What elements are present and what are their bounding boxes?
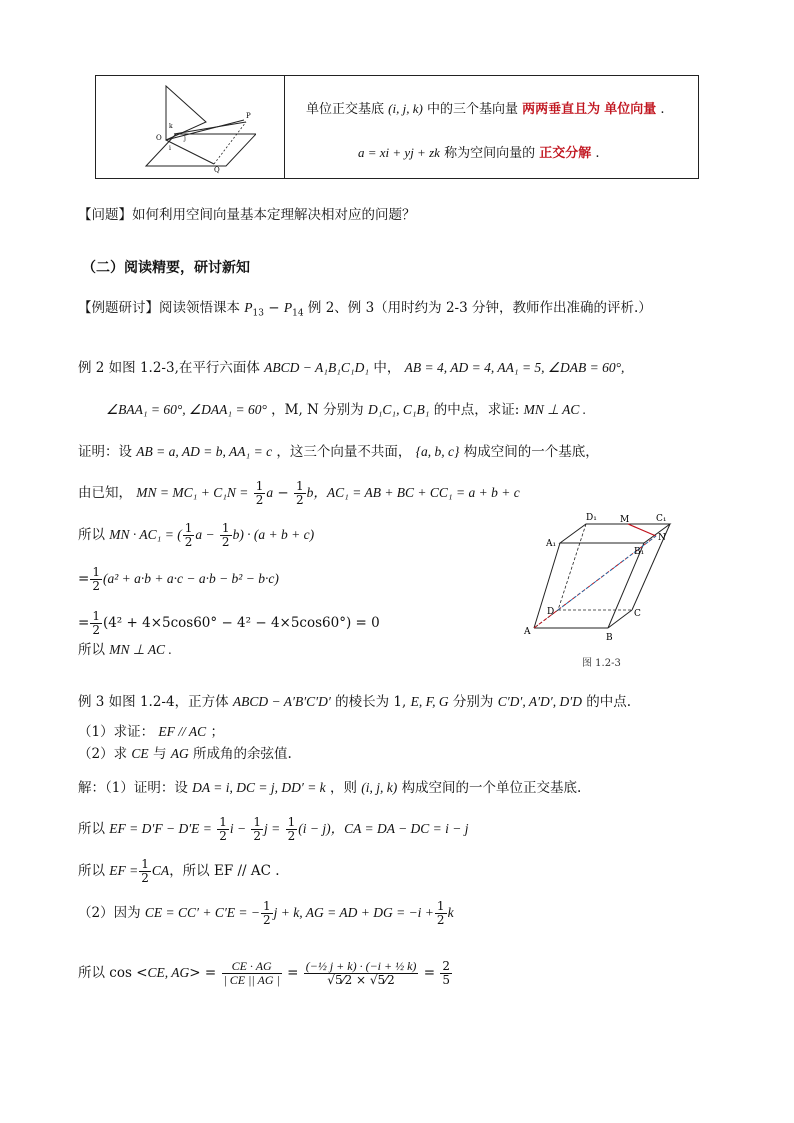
sol2-ca: ，CA = DA − DC = i − j bbox=[330, 821, 469, 836]
frac-den: 2 bbox=[219, 829, 227, 843]
ex2-goal: MN ⊥ AC . bbox=[523, 402, 587, 417]
ex2-proof-1 bbox=[78, 442, 599, 462]
sol1-post: 构成空间的一个单位正交基底. bbox=[401, 780, 582, 796]
fraction-half bbox=[254, 480, 266, 507]
result-num: 2 bbox=[442, 959, 450, 973]
label-c: C bbox=[634, 609, 641, 619]
sol3-ca: CA bbox=[151, 863, 170, 878]
frac-num: 1 bbox=[92, 565, 100, 579]
sol2-pre: 所以 bbox=[78, 821, 105, 837]
ex2-conclusion bbox=[78, 640, 172, 660]
page-dash: − bbox=[264, 300, 284, 316]
ex2-intro: 例 2 如图 1.2-3,在平行六面体 bbox=[78, 360, 260, 376]
frac-den: 2 bbox=[287, 829, 296, 843]
sol3-ef: EF = bbox=[109, 863, 139, 878]
fraction-half bbox=[139, 858, 151, 885]
sol5-gt: > = bbox=[189, 965, 217, 981]
ex3-points: E, F, G bbox=[410, 694, 449, 709]
sol3-pre: 所以 bbox=[78, 863, 105, 879]
page-to: 14 bbox=[292, 308, 304, 319]
ex2-conditions: AB = 4, AD = 4, AA₁ = 5, ∠DAB = 60°, bbox=[404, 360, 625, 375]
label-m: M bbox=[620, 515, 630, 525]
fraction-half bbox=[90, 610, 102, 637]
sol1-set: (i, j, k) bbox=[361, 780, 398, 795]
ex2-mid: 中， bbox=[373, 360, 401, 376]
period: . bbox=[660, 102, 665, 117]
frac-num: 1 bbox=[436, 899, 445, 913]
fraction-half bbox=[294, 480, 306, 507]
q1-post: ； bbox=[210, 724, 224, 740]
ex3-question-2 bbox=[78, 744, 292, 764]
frac-num: 1 bbox=[219, 815, 227, 829]
parallelepiped-figure bbox=[522, 510, 682, 670]
sol4-k: k bbox=[447, 905, 454, 920]
label-a1: A₁ bbox=[546, 539, 557, 549]
label-d: D bbox=[547, 607, 555, 617]
ex3-solution-1 bbox=[78, 778, 581, 798]
q2-ce: CE bbox=[131, 746, 149, 761]
fig-label-p: P bbox=[246, 112, 251, 120]
ex2-proof-5 bbox=[78, 610, 380, 637]
ex2-prove-text: 的中点，求证: bbox=[433, 402, 520, 418]
page-symbol-1: P bbox=[244, 300, 253, 315]
sol4-jk: j + k, AG = AD + DG = −i + bbox=[273, 905, 434, 920]
label-d1: D₁ bbox=[586, 513, 597, 523]
proof3-pre: 所以 bbox=[78, 527, 105, 543]
label-a: A bbox=[524, 627, 531, 637]
ex3-edges: C′D′, A′D′, D′D bbox=[497, 694, 582, 709]
q1-goal: EF // AC bbox=[158, 724, 207, 739]
fraction-half bbox=[90, 566, 102, 593]
basis-text: 单位正交基底 bbox=[306, 102, 385, 117]
question-line: 【问题】如何利用空间向量基本定理解决相对应的问题？ bbox=[78, 207, 416, 223]
decomposition-text: 称为空间向量的 bbox=[444, 146, 536, 161]
figure-caption: 图 1.2-3 bbox=[582, 658, 621, 669]
conclusion-goal: MN ⊥ AC . bbox=[109, 642, 172, 657]
label-b: B bbox=[606, 633, 613, 643]
ex2-statement-2 bbox=[106, 400, 586, 420]
fraction-half bbox=[261, 900, 273, 927]
highlight-perpendicular: 两两垂直且为 bbox=[522, 102, 601, 117]
frac-den: 2 bbox=[92, 579, 100, 593]
q2-post: 所成角的余弦值. bbox=[193, 746, 292, 762]
basis-definition bbox=[306, 98, 665, 117]
ac1-expression: ，AC₁ = AB + BC + CC₁ = a + b + c bbox=[313, 485, 520, 500]
fraction-half bbox=[251, 816, 263, 843]
frac-num: 1 bbox=[184, 521, 193, 535]
frac-den: 2 bbox=[92, 623, 100, 637]
frac-num: 1 bbox=[92, 609, 100, 623]
fig-label-i: i bbox=[169, 145, 171, 152]
basis-table bbox=[95, 75, 699, 179]
frac-den: 2 bbox=[296, 493, 304, 507]
basis-symbol: (i, j, k) bbox=[388, 101, 423, 116]
vec-b: b bbox=[306, 485, 314, 500]
fraction-half bbox=[220, 522, 232, 549]
sol2-ef: EF = D′F − D′E = bbox=[109, 821, 212, 836]
ex3-solution-5 bbox=[78, 960, 453, 987]
sol2-i: i − bbox=[229, 821, 247, 836]
equals: = bbox=[78, 615, 90, 631]
sol2-j: j = bbox=[264, 821, 281, 836]
proof2-pre: 由已知， bbox=[78, 485, 132, 501]
orthogonal-decomposition bbox=[358, 142, 600, 161]
dot-rhs: b) · (a + b + c) bbox=[232, 527, 315, 542]
ex3-solution-4 bbox=[78, 900, 454, 927]
study-pre: 【例题研讨】阅读领悟课本 bbox=[78, 300, 240, 316]
ex3-respectively: 分别为 bbox=[452, 694, 494, 710]
sol3-post: ，所以 EF // AC . bbox=[169, 863, 280, 879]
fraction-half bbox=[286, 816, 298, 843]
big-num: (−½ j + k) · (−i + ½ k) bbox=[305, 959, 417, 973]
fig-label-k: k bbox=[169, 123, 173, 130]
sol2-result: (i − j) bbox=[298, 821, 331, 836]
sol1-mid: ，则 bbox=[329, 780, 357, 796]
highlight-orthogonal-decomposition: 正交分解 bbox=[539, 146, 592, 161]
q1-pre: （1）求证： bbox=[78, 724, 155, 740]
sol5-eq-2: = bbox=[423, 965, 436, 981]
proof1-post: 构成空间的一个基底， bbox=[463, 444, 599, 460]
frac-num: 1 bbox=[263, 899, 271, 913]
q2-and: 与 bbox=[152, 746, 167, 762]
orthogonal-decomposition-figure bbox=[136, 82, 256, 174]
label-c1: C₁ bbox=[656, 514, 667, 524]
q2-ag: AG bbox=[170, 746, 189, 761]
ex2-midpoints-text: ，M, N 分别为 bbox=[271, 402, 364, 418]
ex2-midpoints: D₁C₁, C₁B₁ bbox=[367, 402, 430, 417]
result-fraction bbox=[440, 960, 452, 987]
ex2-proof-2 bbox=[78, 480, 520, 507]
frac-num: 1 bbox=[287, 815, 296, 829]
frac-num: 1 bbox=[255, 479, 264, 493]
ex3-edge: 的棱长为 1, bbox=[335, 694, 407, 710]
frac-den: 2 bbox=[141, 871, 149, 885]
label-n: N bbox=[658, 533, 666, 543]
fig-label-o: O bbox=[156, 134, 162, 142]
period: . bbox=[595, 146, 600, 161]
ex2-solid: ABCD − A₁B₁C₁D₁ bbox=[264, 360, 370, 375]
conclusion-pre: 所以 bbox=[78, 642, 105, 658]
ex3-midpoints: 的中点. bbox=[586, 694, 632, 710]
q2-pre: （2）求 bbox=[78, 746, 128, 762]
study-post: 例 2、例 3（用时约为 2-3 分钟，教师作出准确的评析.） bbox=[307, 300, 652, 316]
ex2-proof-4 bbox=[78, 566, 279, 593]
frac-den: 2 bbox=[221, 535, 230, 549]
vec-a: a bbox=[266, 485, 274, 500]
frac-den: 2 bbox=[184, 535, 193, 549]
big-fraction bbox=[304, 960, 419, 987]
result-den: 5 bbox=[442, 973, 450, 987]
dot-mid: a − bbox=[195, 527, 215, 542]
sol5-vectors: CE, AG bbox=[147, 965, 190, 980]
ex3-question-1 bbox=[78, 722, 224, 742]
sol5-eq: = bbox=[287, 965, 299, 981]
sol1-vectors: DA = i, DC = j, DD′ = k bbox=[192, 780, 326, 795]
numeric-result: (4² + 4×5cos60° − 4² − 4×5cos60°) = 0 bbox=[102, 615, 380, 631]
ex3-statement bbox=[78, 692, 631, 712]
sol1-pre: 解：（1）证明：设 bbox=[78, 780, 188, 796]
label-b1: B₁ bbox=[634, 547, 645, 557]
fraction-half bbox=[217, 816, 229, 843]
basis-set: {a, b, c} bbox=[415, 444, 460, 459]
cos-num: CE · AG bbox=[222, 960, 282, 974]
frac-den: 2 bbox=[253, 829, 262, 843]
ex3-intro: 例 3 如图 1.2-4，正方体 bbox=[78, 694, 229, 710]
study-instruction bbox=[78, 298, 652, 324]
table-divider bbox=[284, 76, 285, 178]
page-from: 13 bbox=[252, 308, 264, 319]
fraction-half bbox=[183, 522, 195, 549]
basis-text-mid: 中的三个基向量 bbox=[426, 102, 518, 117]
basis-vectors: AB = a, AD = b, AA₁ = c bbox=[136, 444, 273, 459]
sol4-pre: （2）因为 bbox=[78, 905, 141, 921]
fraction-half bbox=[435, 900, 447, 927]
equals: = bbox=[78, 571, 90, 587]
sol5-pre: 所以 cos < bbox=[78, 965, 148, 981]
ex2-proof-3 bbox=[78, 522, 314, 549]
fig-label-j: j bbox=[184, 135, 186, 142]
decomposition-formula: a = xi + yj + zk bbox=[358, 145, 440, 160]
ex3-solution-3 bbox=[78, 858, 280, 885]
frac-den: 2 bbox=[255, 493, 264, 507]
frac-num: 1 bbox=[221, 521, 230, 535]
frac-num: 1 bbox=[141, 857, 149, 871]
frac-num: 1 bbox=[253, 815, 262, 829]
proof-label: 证明：设 bbox=[78, 444, 132, 460]
big-den: √5⁄2 × √5⁄2 bbox=[327, 973, 395, 987]
proof1-mid: ，这三个向量不共面， bbox=[276, 444, 412, 460]
frac-den: 2 bbox=[436, 913, 445, 927]
page-symbol-2: P bbox=[283, 300, 293, 315]
ex2-statement-1 bbox=[78, 358, 624, 378]
section-heading: （二）阅读精要，研讨新知 bbox=[82, 260, 250, 276]
dot-lhs: MN · AC₁ = ( bbox=[109, 527, 182, 542]
sol4-ce: CE = CC′ + C′E = − bbox=[144, 905, 260, 920]
minus: − bbox=[277, 485, 289, 501]
cos-fraction bbox=[222, 960, 282, 987]
mn-expression: MN = MC₁ + C₁N = bbox=[136, 485, 249, 500]
highlight-unit-vector: 单位向量 bbox=[604, 102, 657, 117]
cos-den: | CE || AG | bbox=[223, 973, 280, 987]
expanded-expression: (a² + a·b + a·c − a·b − b² − b·c) bbox=[102, 571, 279, 586]
frac-num: 1 bbox=[296, 479, 304, 493]
ex3-solution-2 bbox=[78, 816, 469, 843]
fig-label-q: Q bbox=[214, 166, 220, 174]
ex3-cube: ABCD − A′B′C′D′ bbox=[232, 694, 331, 709]
frac-den: 2 bbox=[263, 913, 271, 927]
ex2-angle-conditions: ∠BAA₁ = 60°, ∠DAA₁ = 60° bbox=[106, 402, 267, 417]
